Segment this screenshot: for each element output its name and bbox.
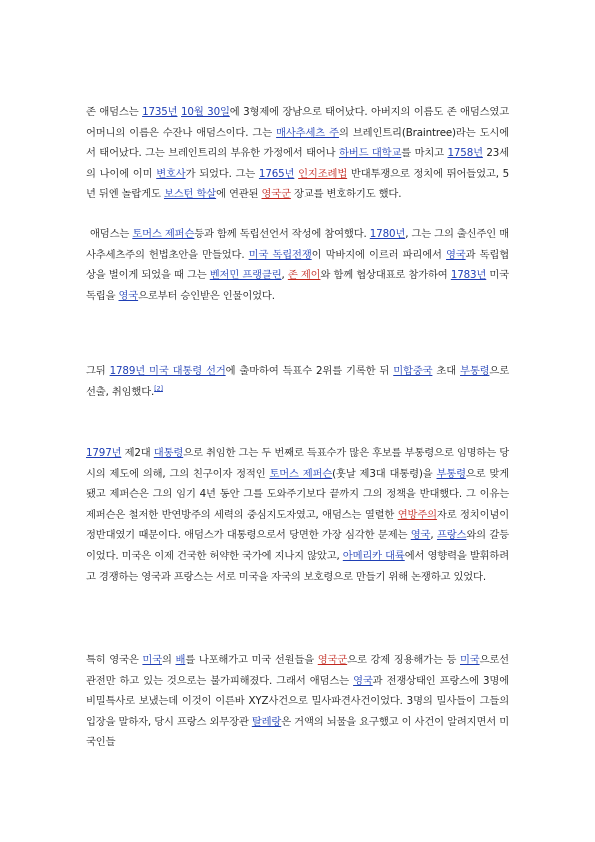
body-text: 으로 맞게 됐고 제퍼슨은 그의 임기 4년 동안 그를 도와주기보다 끝까지 그의 정책을 반대했다. 그 이유는 제퍼슨은 철저한 반연방주의 세력의 중심지도자였고, 애덤스는 열렬한 xyxy=(86,467,509,521)
body-text: 제2대 xyxy=(121,447,154,459)
wiki-link[interactable]: 영국 xyxy=(446,248,466,261)
body-text: 으로 취임한 그는 두 번째로 득표수가 많은 후보를 부통령으로 임명하는 당시의 제도에 의해, 그의 친구이자 정적인 xyxy=(86,447,509,480)
body-text: 으로부터 승인받은 인물이었다. xyxy=(138,289,275,302)
body-text: 의 xyxy=(162,654,176,666)
missing-article-link[interactable]: 인지조례법 xyxy=(298,167,348,180)
wiki-link[interactable]: 미국 독립전쟁 xyxy=(248,248,312,261)
wiki-link[interactable]: 부통령 xyxy=(460,365,490,377)
missing-article-link[interactable]: 연방주의 xyxy=(397,508,437,521)
wiki-link[interactable]: 대통령 xyxy=(153,447,184,459)
wiki-link[interactable]: 하버드 대학교 xyxy=(338,147,402,160)
body-text: 와의 갈등이었다. 미국은 이제 건국한 허약한 국가에 지나지 않았고, xyxy=(86,529,509,562)
body-text: 에 3형제에 장남으로 태어났다. 아버지의 이름도 존 애덤스였고 어머니의 이름은 수잔나 애덤스이다. 그는 xyxy=(86,106,510,139)
body-text: 으로 선출, 취임했다. xyxy=(86,365,510,398)
wiki-link[interactable]: 1789년 미국 대통령 선거 xyxy=(109,365,226,377)
paragraph-vice-presidency xyxy=(86,361,509,402)
wiki-link[interactable]: 탈레랑 xyxy=(251,715,282,728)
wiki-link[interactable]: 1797년 xyxy=(86,447,122,459)
wiki-link[interactable]: 미국 xyxy=(142,654,163,666)
wiki-link[interactable]: 1758년 xyxy=(447,147,483,160)
body-text: 의 브레인트리(Braintree)라는 도시에서 태어났다. 그는 브레인트리의 부유한 가정에서 태어나 xyxy=(86,126,509,160)
body-text: 특히 영국은 xyxy=(86,654,143,666)
wiki-link[interactable]: 프랑스 xyxy=(436,529,467,542)
body-text: 에 연관된 xyxy=(216,188,262,201)
wiki-link[interactable]: 보스턴 학살 xyxy=(163,188,217,201)
paragraph-presidency xyxy=(86,443,509,587)
wiki-link[interactable]: 영국 xyxy=(410,529,431,542)
body-text: 반대투쟁으로 정치에 뛰어들었고, 5년 뒤엔 놀랍게도 xyxy=(86,167,510,201)
missing-article-link[interactable]: 영국군 xyxy=(261,188,291,201)
wiki-link[interactable]: 아메리카 대륙 xyxy=(342,549,405,562)
body-text: (훗날 제3대 대통령)을 xyxy=(332,467,437,480)
wiki-link[interactable]: 부통령 xyxy=(436,467,466,480)
body-text: 자로 정치이념이 정반대였기 때문이다. 애덤스가 대통령으로서 당면한 가장 심각한 문제는 xyxy=(86,508,509,542)
wiki-link[interactable]: 매사추세츠 주 xyxy=(276,126,339,139)
missing-article-link[interactable]: 영국군 xyxy=(317,654,348,666)
body-text: 미국 독립을 xyxy=(86,269,510,302)
body-text: 등과 함께 독립선언서 작성에 참여했다. xyxy=(194,228,370,240)
body-text: 과 전쟁상태인 프랑스에 3명에 비밀특사로 보냈는데 이것이 이른바 XYZ사건으로 밀사파견사건이었다. 3명의 밀사들이 그들의 입장을 말하자, 당시 프랑스 외무장관 xyxy=(86,674,509,728)
body-text: , xyxy=(430,529,437,542)
wiki-link[interactable]: 영국 xyxy=(118,289,139,302)
wiki-link[interactable]: 1783년 xyxy=(450,269,487,282)
body-text: 초대 xyxy=(432,365,461,377)
wiki-link[interactable]: 미국 xyxy=(460,654,480,666)
wiki-link[interactable]: 1735년 xyxy=(142,106,178,118)
body-text: 과 독립협상을 벌이게 되었을 때 그는 xyxy=(86,248,509,282)
body-text: , xyxy=(281,269,288,282)
body-text: 이 막바지에 이르러 파리에서 xyxy=(311,248,447,261)
paragraph-xyz-affair xyxy=(86,650,509,753)
body-text: 그뒤 xyxy=(86,365,110,377)
body-text: 으로 강제 징용해가는 등 xyxy=(347,654,460,666)
wiki-link[interactable]: 토머스 제퍼슨 xyxy=(269,467,333,480)
paragraph-early-life xyxy=(86,102,509,205)
body-text: , 그는 그의 출신주인 매사추세츠주의 헌법초안을 만들었다. xyxy=(86,228,510,261)
body-text: 은 거액의 뇌물을 요구했고 이 사건이 알려지면서 미국인들 xyxy=(86,715,509,749)
footnote-link[interactable]: [2] xyxy=(154,384,163,393)
wiki-link[interactable]: 토머스 제퍼슨 xyxy=(132,228,195,240)
paragraph-independence xyxy=(86,224,509,306)
body-text: 애덤스는 xyxy=(90,228,133,240)
body-text: 에서 영향력을 발휘하려고 경쟁하는 영국과 프랑스는 서로 미국을 자국의 보호령으로 만들기 위해 논쟁하고 있었다. xyxy=(86,549,510,583)
body-text: 장교를 변호하기도 했다. xyxy=(290,188,402,201)
body-text: 존 애덤스는 xyxy=(86,106,143,118)
body-text: 와 함께 협상대표로 참가하여 xyxy=(320,269,451,282)
body-text: 가 되었다. 그는 xyxy=(185,167,259,180)
missing-article-link[interactable]: 존 제이 xyxy=(287,269,321,282)
wiki-link[interactable]: 벤저민 프랭클린 xyxy=(209,269,282,282)
wiki-link[interactable]: 10월 30일 xyxy=(181,106,230,118)
wiki-link[interactable]: 1765년 xyxy=(258,167,295,180)
body-text: 으로선 관전만 하고 있는 것으로는 불가피해졌다. 그래서 애덤스는 xyxy=(86,654,509,687)
wiki-link[interactable]: 영국 xyxy=(353,674,373,687)
wiki-link[interactable]: 1780년 xyxy=(369,228,406,240)
body-text: 에 출마하여 득표수 2위를 기록한 뒤 xyxy=(225,365,394,377)
body-text: 를 나포해가고 미국 선원들을 xyxy=(185,654,318,666)
body-text: 를 마치고 xyxy=(401,147,448,160)
wiki-link[interactable]: 미합중국 xyxy=(393,365,433,377)
wiki-link[interactable]: 변호사 xyxy=(156,167,186,180)
wiki-link[interactable]: 배 xyxy=(175,654,186,666)
body-text: 23세의 나이에 이미 xyxy=(86,147,509,180)
